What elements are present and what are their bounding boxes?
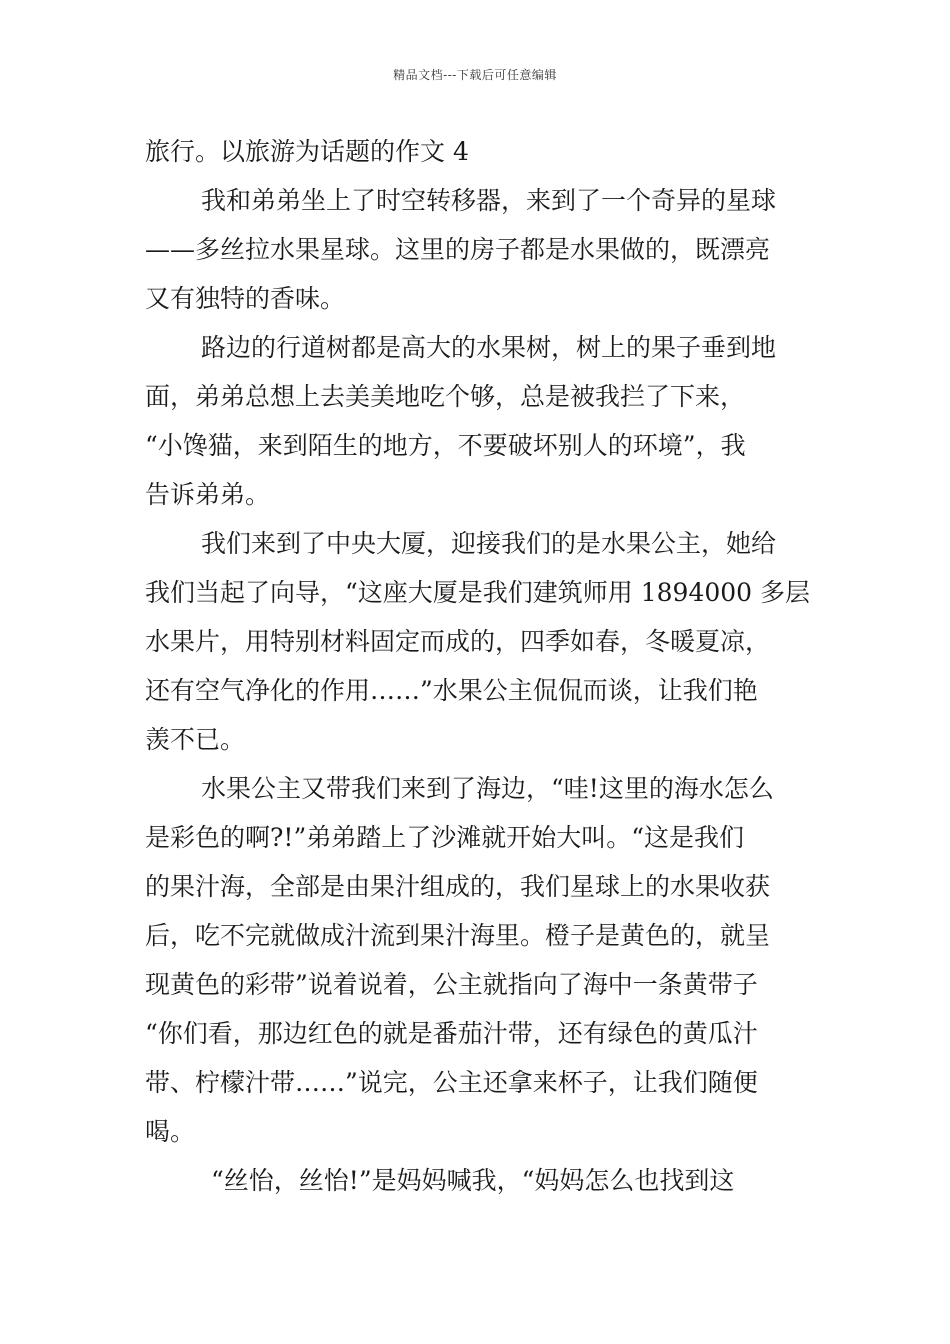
paragraph-line: “丝怡，丝怡!”是妈妈喊我，“妈妈怎么也找到这 bbox=[211, 1166, 735, 1195]
essay-title-line: 旅行。以旅游为话题的作文 4 bbox=[145, 137, 469, 166]
paragraph-line: “你们看，那边红色的就是番茄汁带，还有绿色的黄瓜汁 bbox=[145, 1019, 758, 1048]
paragraph-line: 又有独特的香味。 bbox=[145, 284, 346, 313]
paragraph-line: “小馋猫，来到陌生的地方，不要破坏别人的环境”，我 bbox=[145, 431, 746, 460]
paragraph-line: 带、柠檬汁带……”说完，公主还拿来杯子，让我们随便 bbox=[145, 1068, 758, 1097]
paragraph-line: 面，弟弟总想上去美美地吃个够，总是被我拦了下来， bbox=[145, 382, 746, 411]
paragraph-line: 现黄色的彩带”说着说着，公主就指向了海中一条黄带子 bbox=[145, 970, 758, 999]
paragraph-line: 我和弟弟坐上了时空转移器，来到了一个奇异的星球 bbox=[201, 186, 777, 215]
document-body bbox=[145, 127, 811, 1205]
paragraph-line: 水果公主又带我们来到了海边，“哇!这里的海水怎么 bbox=[201, 774, 774, 803]
paragraph-line: 路边的行道树都是高大的水果树，树上的果子垂到地 bbox=[201, 333, 777, 362]
paragraph-line: 羡不已。 bbox=[145, 725, 246, 754]
paragraph-line: 是彩色的啊?!”弟弟踏上了沙滩就开始大叫。“这是我们 bbox=[145, 823, 745, 852]
paragraph-line: 我们来到了中央大厦，迎接我们的是水果公主，她给 bbox=[201, 529, 777, 558]
paragraph-line: 水果片，用特别材料固定而成的，四季如春，冬暖夏凉， bbox=[145, 627, 771, 656]
paragraph-line: ——多丝拉水果星球。这里的房子都是水果做的，既漂亮 bbox=[145, 235, 771, 264]
paragraph-line: 喝。 bbox=[145, 1117, 196, 1146]
paragraph-line: 告诉弟弟。 bbox=[145, 480, 271, 509]
paragraph-line: 后，吃不完就做成汁流到果汁海里。橙子是黄色的，就呈 bbox=[145, 921, 771, 950]
paragraph-line: 我们当起了向导，“这座大厦是我们建筑师用 1894000 多层 bbox=[145, 578, 811, 607]
paragraph-line: 还有空气净化的作用……”水果公主侃侃而谈，让我们艳 bbox=[145, 676, 758, 705]
paragraph-line: 的果汁海，全部是由果汁组成的，我们星球上的水果收获 bbox=[145, 872, 771, 901]
page-header: 精品文档---下载后可任意编辑 bbox=[393, 68, 557, 82]
